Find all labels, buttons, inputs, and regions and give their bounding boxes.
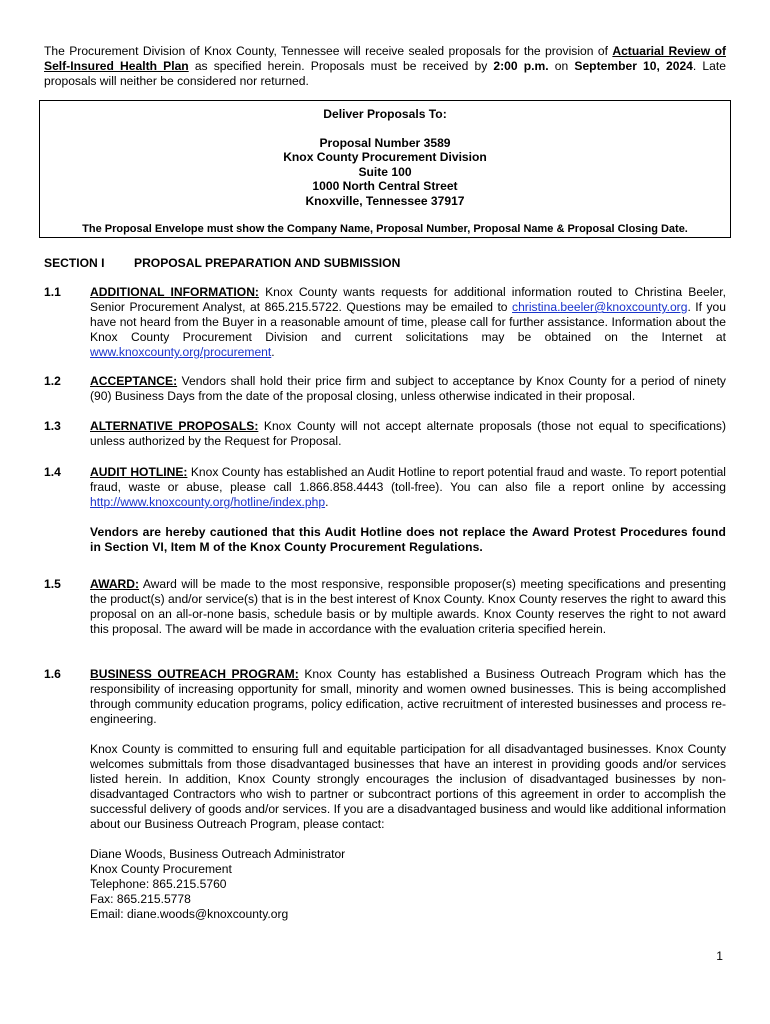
item-1-6 [44,667,726,922]
deadline-date: September 10, 2024 [574,59,693,73]
intro-text: on [548,59,575,73]
item-heading: AUDIT HOTLINE: [90,465,188,479]
contact-fax: Fax: 865.215.5778 [90,892,191,906]
intro-text: as specified herein. Proposals must be received by [188,59,494,73]
item-text: Knox County will not accept alternate proposals (those not equal to specifications) unless authorized by the Request for Proposal. [90,419,726,448]
deliver-title: Deliver Proposals To: [323,107,447,121]
contact-phone: Telephone: 865.215.5760 [90,877,227,891]
item-number: 1.4 [44,465,61,479]
item-number: 1.1 [44,285,61,299]
item-number: 1.2 [44,374,61,388]
hotline-link[interactable]: http://www.knoxcounty.org/hotline/index.php [90,495,326,509]
project-title: Actuarial Review of Self-Insured Health Plan [44,44,726,73]
item-text: . [325,495,329,509]
item-text: Knox County is committed to ensuring full and equitable participation for all disadvantaged businesses. Knox County welcomes submittals from those disadvantaged businesses that have an interest in providing goods and/or services listed herein. In addition, Knox County strongly encourages the inclusion of disadvantaged businesses by non-disadvantaged Contractors who wish to partner or subcontract portions of this agreement in order to accomplish the successful delivery of goods and/or services. If you are a disadvantaged business and would like additional information about our Business Outreach Program, please contact: [90,742,726,831]
contact-block [90,847,726,922]
item-text: . [271,345,275,359]
item-text: . If you have not heard from the Buyer in a reasonable amount of time, please call for further assistance. Information about the Knox County Procurement Division and current solicitations may be obtained on the Internet at [90,300,726,344]
procurement-link[interactable]: www.knoxcounty.org/procurement [90,345,272,359]
item-text: Knox County has established a Business Outreach Program which has the responsibility of increasing opportunity for small, minority and women owned businesses. This is being accomplished through community education programs, policy edification, active recruitment of interested businesses and process re-engineering. [90,667,726,726]
section-title: PROPOSAL PREPARATION AND SUBMISSION [134,256,401,270]
intro-text: The Procurement Division of Knox County, Tennessee will receive sealed proposals for the provision of [44,44,613,58]
hotline-caution: Vendors are hereby cautioned that this Audit Hotline does not replace the Award Protest Procedures found in Section VI, Item M of the Knox County Procurement Regulations. [90,525,726,554]
item-heading: ACCEPTANCE: [90,374,178,388]
intro-paragraph [44,44,726,89]
item-heading: ALTERNATIVE PROPOSALS: [90,419,259,433]
deliver-proposals-box [39,100,731,238]
email-link[interactable]: christina.beeler@knoxcounty.org [512,300,688,314]
intro-text: . Late proposals will neither be considered nor returned. [44,59,726,88]
address-line: Suite 100 [358,164,412,179]
item-text: Vendors shall hold their price firm and subject to acceptance by Knox County for a period of ninety (90) Business Days from the date of the proposal closing, unless otherwise indicated in their proposal. [90,374,726,403]
address-line: Proposal Number 3589 [319,135,451,150]
contact-org: Knox County Procurement [90,862,232,876]
contact-email: Email: diane.woods@knoxcounty.org [90,907,289,921]
delivery-address [40,136,730,209]
address-line: Knoxville, Tennessee 37917 [305,193,465,208]
item-1-3 [44,419,726,449]
item-number: 1.5 [44,577,61,591]
item-1-1 [44,285,726,360]
item-1-4 [44,465,726,555]
item-heading: BUSINESS OUTREACH PROGRAM: [90,667,299,681]
item-number: 1.6 [44,667,61,681]
item-1-2 [44,374,726,404]
page-number: 1 [716,949,723,963]
item-heading: ADDITIONAL INFORMATION: [90,285,259,299]
item-1-5 [44,577,726,637]
envelope-note: The Proposal Envelope must show the Company Name, Proposal Number, Proposal Name & Proposal Closing Date. [82,223,688,236]
item-text: Knox County has established an Audit Hotline to report potential fraud and waste. To report potential fraud, waste or abuse, please call 1.866.858.4443 (toll-free). You can also file a report online by accessing [90,465,726,494]
deadline-time: 2:00 p.m. [493,59,549,73]
item-text: Award will be made to the most responsive, responsible proposer(s) meeting specifications and presenting the product(s) and/or service(s) that is in the best interest of Knox County. Knox County reserves the right to award this proposal on an all-or-none basis, schedule basis or by multiple awards. Knox County reserves the right to not award this proposal. The award will be made in accordance with the evaluation criteria specified herein. [90,577,726,636]
item-number: 1.3 [44,419,61,433]
section-heading [44,256,400,271]
address-line: Knox County Procurement Division [283,150,487,165]
address-line: 1000 North Central Street [312,179,458,194]
item-heading: AWARD: [90,577,140,591]
item-text: Knox County wants requests for additional information routed to Christina Beeler, Senior Procurement Analyst, at 865.215.5722. Questions may be emailed to [90,285,726,314]
contact-name: Diane Woods, Business Outreach Administrator [90,847,346,861]
section-number: SECTION I [44,256,105,270]
